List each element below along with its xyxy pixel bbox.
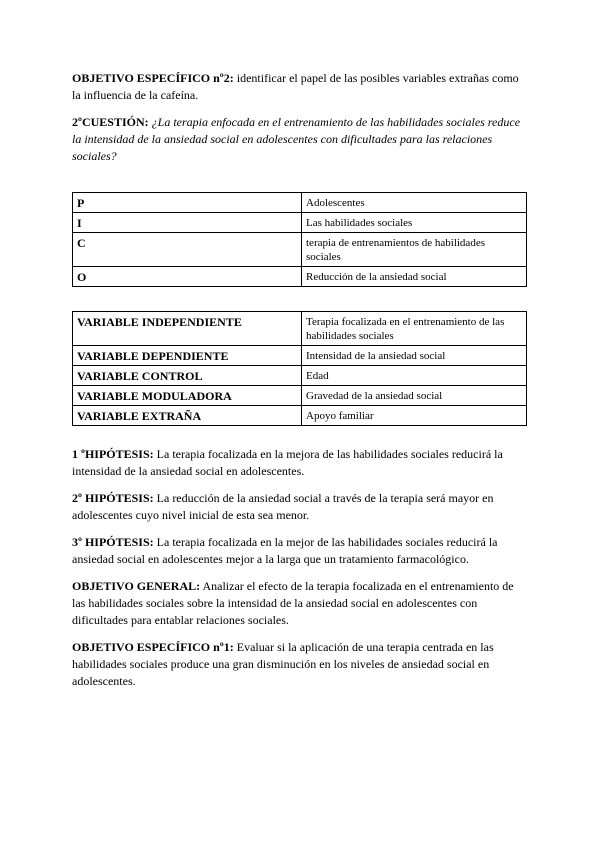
objective-specific-2-label: OBJETIVO ESPECÍFICO nº2: <box>72 71 234 85</box>
variable-value: Edad <box>302 366 527 386</box>
table-row <box>73 213 527 233</box>
objective-specific-1-label: OBJETIVO ESPECÍFICO nº1: <box>72 640 234 654</box>
objective-general <box>72 578 527 629</box>
hypothesis-2-text: La reducción de la ansiedad social a través de la terapia será mayor en adolescentes cuyo nivel inicial de esta sea menor. <box>72 491 494 522</box>
variables-table <box>72 311 527 426</box>
question-2-label: 2ºCUESTIÓN: <box>72 115 149 129</box>
pico-value: Reducción de la ansiedad social <box>302 267 527 287</box>
variable-key: VARIABLE CONTROL <box>73 366 302 386</box>
pico-key: C <box>73 233 302 267</box>
hypothesis-1-label: 1 ºHIPÓTESIS: <box>72 447 154 461</box>
table-row <box>73 233 527 267</box>
objective-general-label: OBJETIVO GENERAL: <box>72 579 201 593</box>
table-row <box>73 386 527 406</box>
hypothesis-2-label: 2º HIPÓTESIS: <box>72 491 154 505</box>
document-page <box>72 70 527 700</box>
objective-specific-2 <box>72 70 527 104</box>
pico-value: terapia de entrenamientos de habilidades sociales <box>302 233 527 267</box>
variable-value: Intensidad de la ansiedad social <box>302 346 527 366</box>
hypothesis-3-text: La terapia focalizada en la mejor de las habilidades sociales reducirá la ansiedad social en adolescentes mejor a la larga que un tratamiento farmacológico. <box>72 535 498 566</box>
table-row <box>73 312 527 346</box>
pico-value: Adolescentes <box>302 193 527 213</box>
question-2-text: ¿La terapia enfocada en el entrenamiento de las habilidades sociales reduce la intensidad de la ansiedad social en adolescentes con dificultades para las relaciones sociales? <box>72 115 521 163</box>
objective-specific-2-text: identificar el papel de las posibles variables extrañas como la influencia de la cafeína. <box>72 71 519 102</box>
objective-specific-1-text: Evaluar si la aplicación de una terapia centrada en las habilidades sociales produce una gran disminución en los niveles de ansiedad social en adolescentes. <box>72 640 494 688</box>
spacer <box>72 287 527 311</box>
spacer <box>72 426 527 446</box>
variable-key: VARIABLE DEPENDIENTE <box>73 346 302 366</box>
variable-value: Gravedad de la ansiedad social <box>302 386 527 406</box>
pico-key: O <box>73 267 302 287</box>
hypothesis-1-text: La terapia focalizada en la mejora de las habilidades sociales reducirá la intensidad de la ansiedad social en adolescentes. <box>72 447 503 478</box>
pico-key: P <box>73 193 302 213</box>
hypothesis-3-label: 3º HIPÓTESIS: <box>72 535 154 549</box>
objective-specific-1 <box>72 639 527 690</box>
table-row <box>73 346 527 366</box>
question-2 <box>72 114 527 165</box>
variable-value: Terapia focalizada en el entrenamiento de las habilidades sociales <box>302 312 527 346</box>
table-row <box>73 366 527 386</box>
pico-key: I <box>73 213 302 233</box>
table-row <box>73 267 527 287</box>
variable-value: Apoyo familiar <box>302 406 527 426</box>
pico-table <box>72 192 527 287</box>
objective-general-text: Analizar el efecto de la terapia focalizada en el entrenamiento de las habilidades sociales sobre la intensidad de la ansiedad social en adolescentes con dificultades para entablar relaciones sociales. <box>72 579 514 627</box>
hypothesis-3 <box>72 534 527 568</box>
hypothesis-2 <box>72 490 527 524</box>
spacer <box>72 175 527 192</box>
variable-key: VARIABLE INDEPENDIENTE <box>73 312 302 346</box>
hypothesis-1 <box>72 446 527 480</box>
pico-value: Las habilidades sociales <box>302 213 527 233</box>
table-row <box>73 406 527 426</box>
table-row <box>73 193 527 213</box>
variable-key: VARIABLE MODULADORA <box>73 386 302 406</box>
variable-key: VARIABLE EXTRAÑA <box>73 406 302 426</box>
